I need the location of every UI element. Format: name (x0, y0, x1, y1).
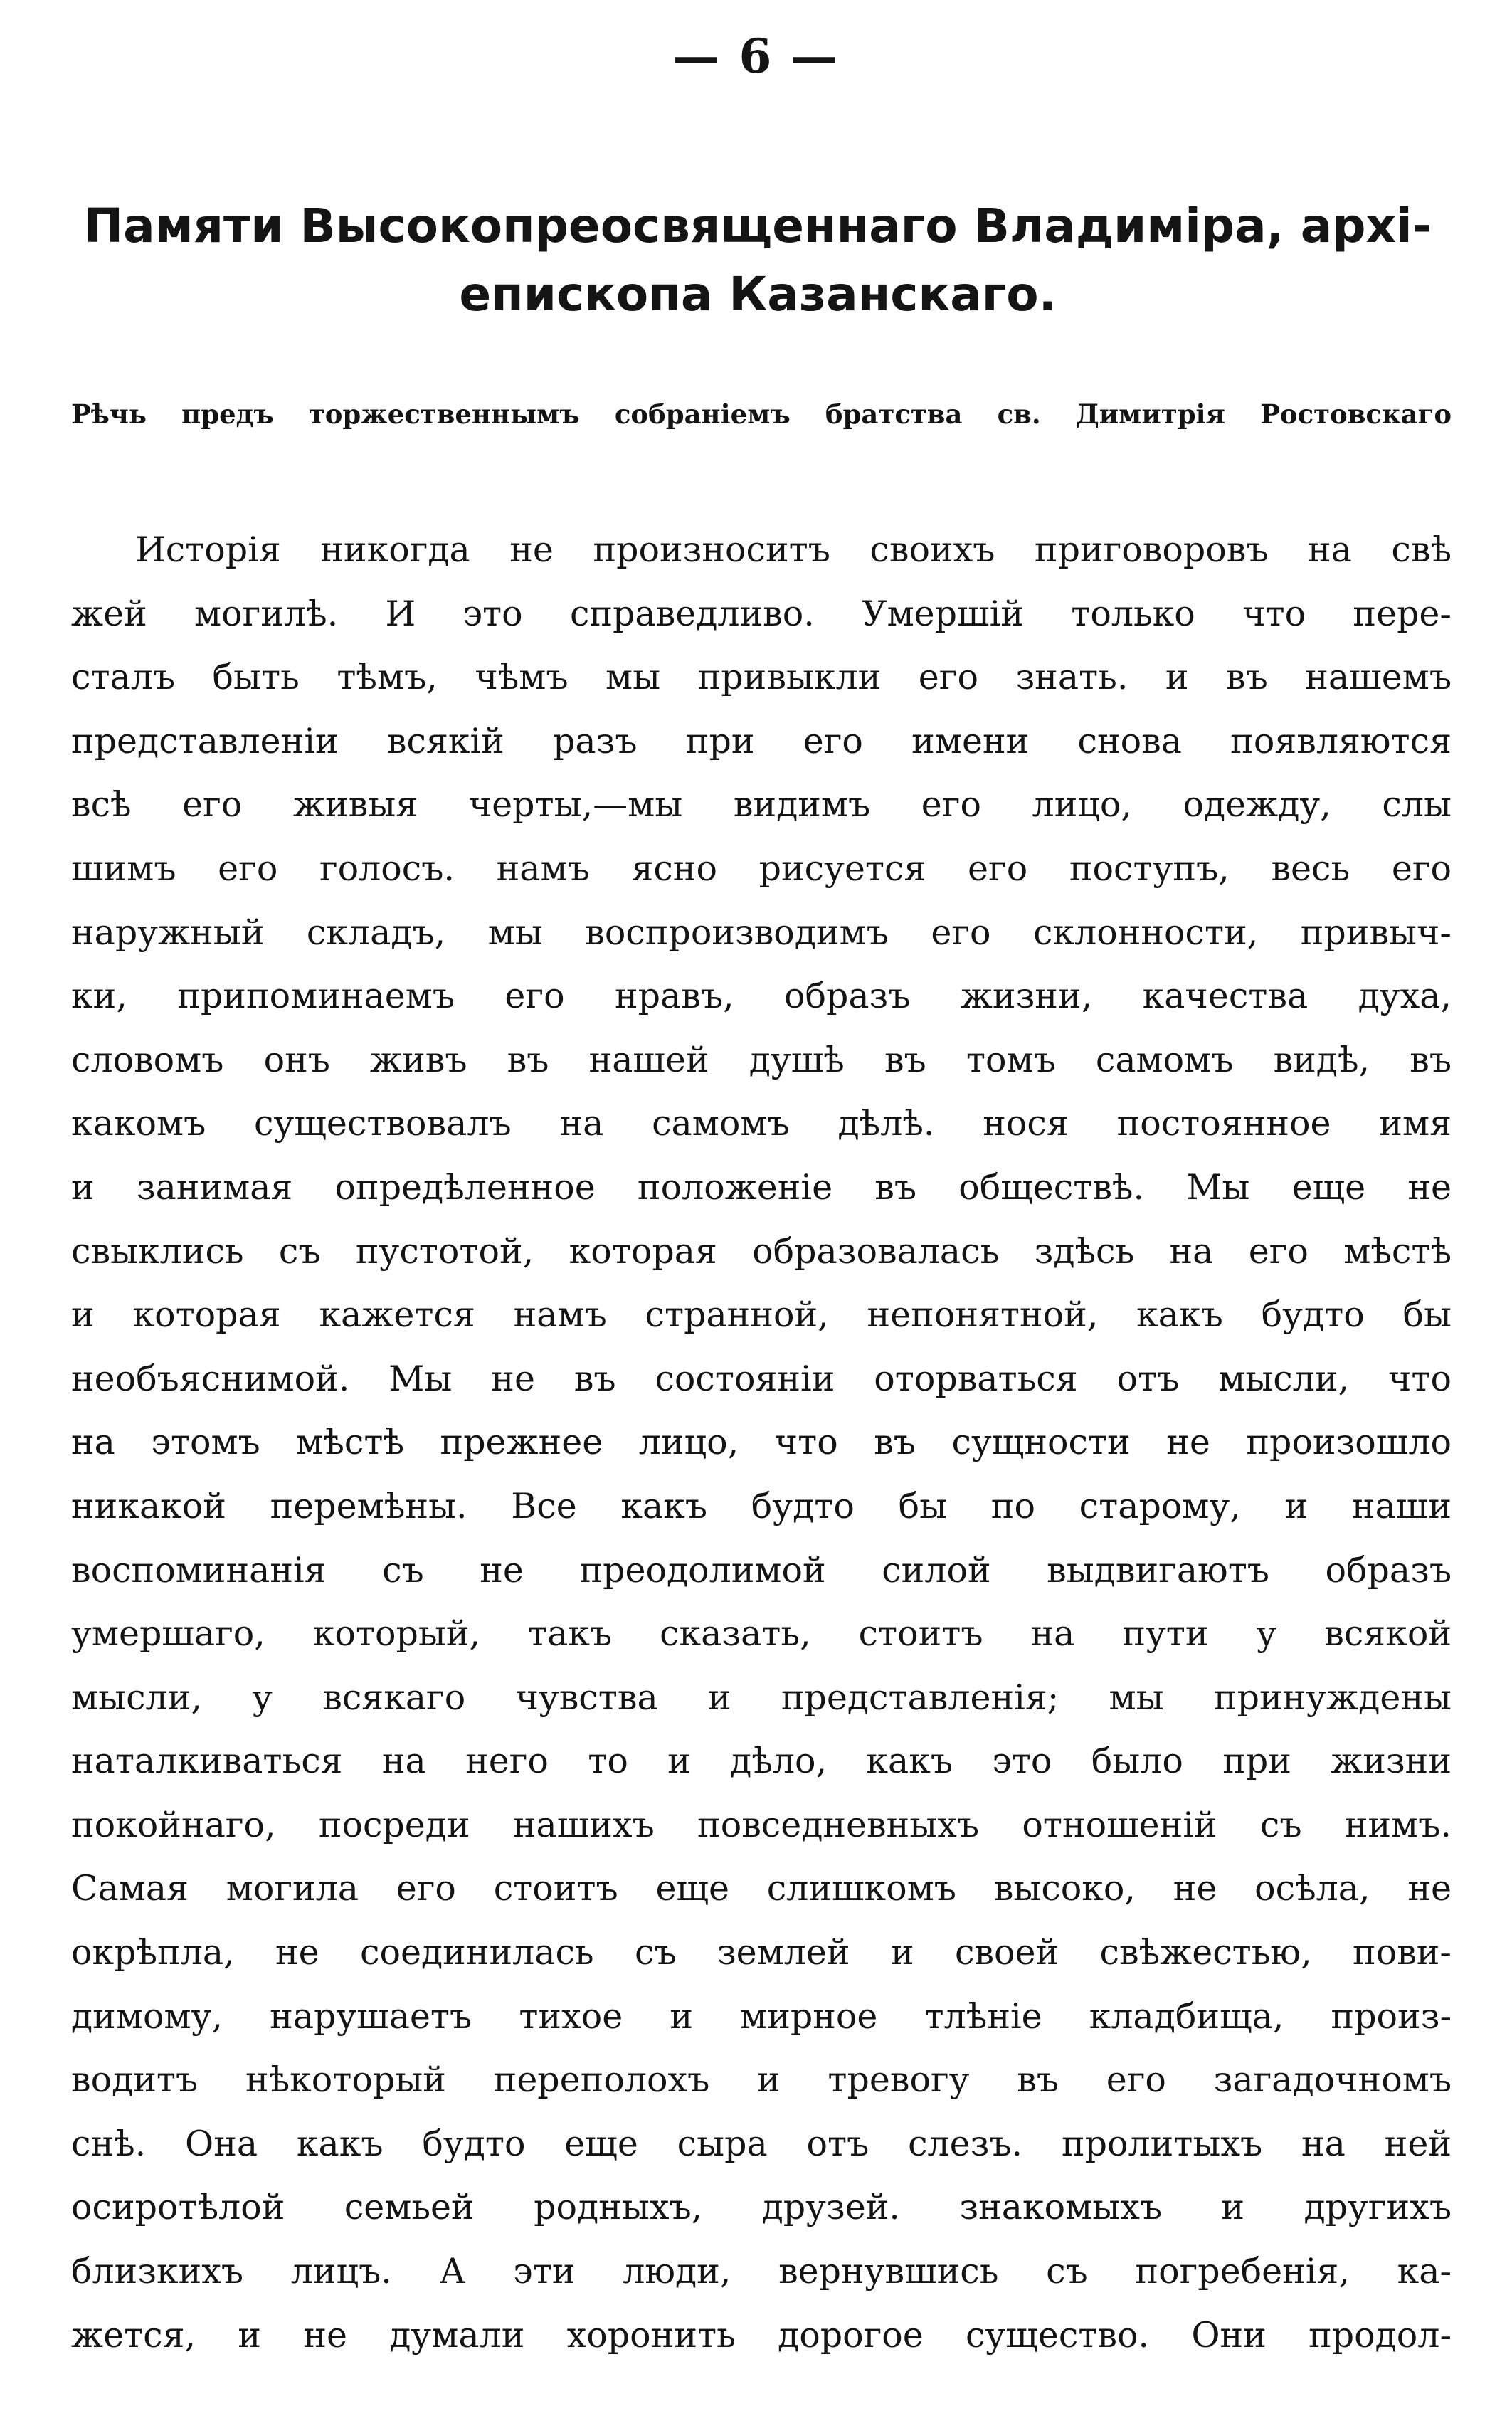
body-line: наружный складъ, мы воспроизводимъ его склонности, привыч- (71, 912, 1452, 953)
article-title-line-1: Памяти Высокопреосвященнаго Владиміра, архі- (83, 199, 1432, 253)
body-line: какомъ существовалъ на самомъ дѣлѣ. нося постоянное имя (71, 1103, 1452, 1144)
body-line: и занимая опредѣленное положеніе въ обществѣ. Мы еще не (71, 1166, 1452, 1208)
body-line: димому, нарушаетъ тихое и мирное тлѣніе кладбища, произ- (71, 1995, 1452, 2037)
body-line: шимъ его голосъ. намъ ясно рисуется его поступъ, весь его (71, 848, 1452, 889)
body-line: сталъ быть тѣмъ, чѣмъ мы привыкли его знать. и въ нашемъ (71, 657, 1452, 698)
body-line: осиротѣлой семьей родныхъ, друзей. знакомыхъ и другихъ (71, 2187, 1452, 2228)
article-title-line-2: епископа Казанскаго. (459, 267, 1057, 322)
body-line: близкихъ лицъ. А эти люди, вернувшись съ погребенія, ка- (71, 2251, 1452, 2292)
body-line: ки, припоминаемъ его нравъ, образъ жизни, качества духа, (71, 976, 1452, 1017)
body-line: и которая кажется намъ странной, непонятной, какъ будто бы (71, 1294, 1452, 1336)
body-line: свыклись съ пустотой, которая образовалась здѣсь на его мѣстѣ (71, 1230, 1452, 1272)
body-line: мысли, у всякаго чувства и представленія; мы принуждены (71, 1677, 1452, 1718)
body-text (71, 518, 1452, 2367)
body-line: на этомъ мѣстѣ прежнее лицо, что въ сущности не произошло (71, 1422, 1452, 1463)
article-title (64, 192, 1452, 329)
body-line: жется, и не думали хоронить дорогое существо. Они продол- (71, 2314, 1452, 2356)
body-line: жей могилѣ. И это справедливо. Умершій только что пере- (71, 593, 1452, 634)
body-line: представленіи всякій разъ при его имени снова появляются (71, 720, 1452, 761)
body-line: водитъ нѣкоторый переполохъ и тревогу въ его загадочномъ (71, 2059, 1452, 2101)
body-line: воспоминанія съ не преодолимой силой выдвигаютъ образъ (71, 1549, 1452, 1591)
body-line: умершаго, который, такъ сказать, стоитъ на пути у всякой (71, 1613, 1452, 1655)
body-line: всѣ его живыя черты,—мы видимъ его лицо, одежду, слы (71, 784, 1452, 825)
body-line: словомъ онъ живъ въ нашей душѣ въ томъ самомъ видѣ, въ (71, 1039, 1452, 1080)
body-line: необъяснимой. Мы не въ состояніи оторваться отъ мысли, что (71, 1358, 1452, 1399)
body-line: наталкиваться на него то и дѣло, какъ это было при жизни (71, 1741, 1452, 1782)
body-line: покойнаго, посреди нашихъ повседневныхъ отношеній съ нимъ. (71, 1804, 1452, 1845)
body-line: Исторія никогда не произноситъ своихъ приговоровъ на свѣ (135, 529, 1452, 570)
body-line: Самая могила его стоитъ еще слишкомъ высоко, не осѣла, не (71, 1868, 1452, 1909)
page-number: — 6 — (672, 28, 840, 84)
body-line: снѣ. Она какъ будто еще сыра отъ слезъ. пролитыхъ на ней (71, 2123, 1452, 2164)
body-line: никакой перемѣны. Все какъ будто бы по старому, и наши (71, 1485, 1452, 1526)
body-line: окрѣпла, не соединилась съ землей и своей свѣжестью, пови- (71, 1932, 1452, 1973)
article-subtitle: Рѣчь предъ торжественнымъ собраніемъ братства св. Димитрія Ростовскаго (71, 399, 1452, 430)
